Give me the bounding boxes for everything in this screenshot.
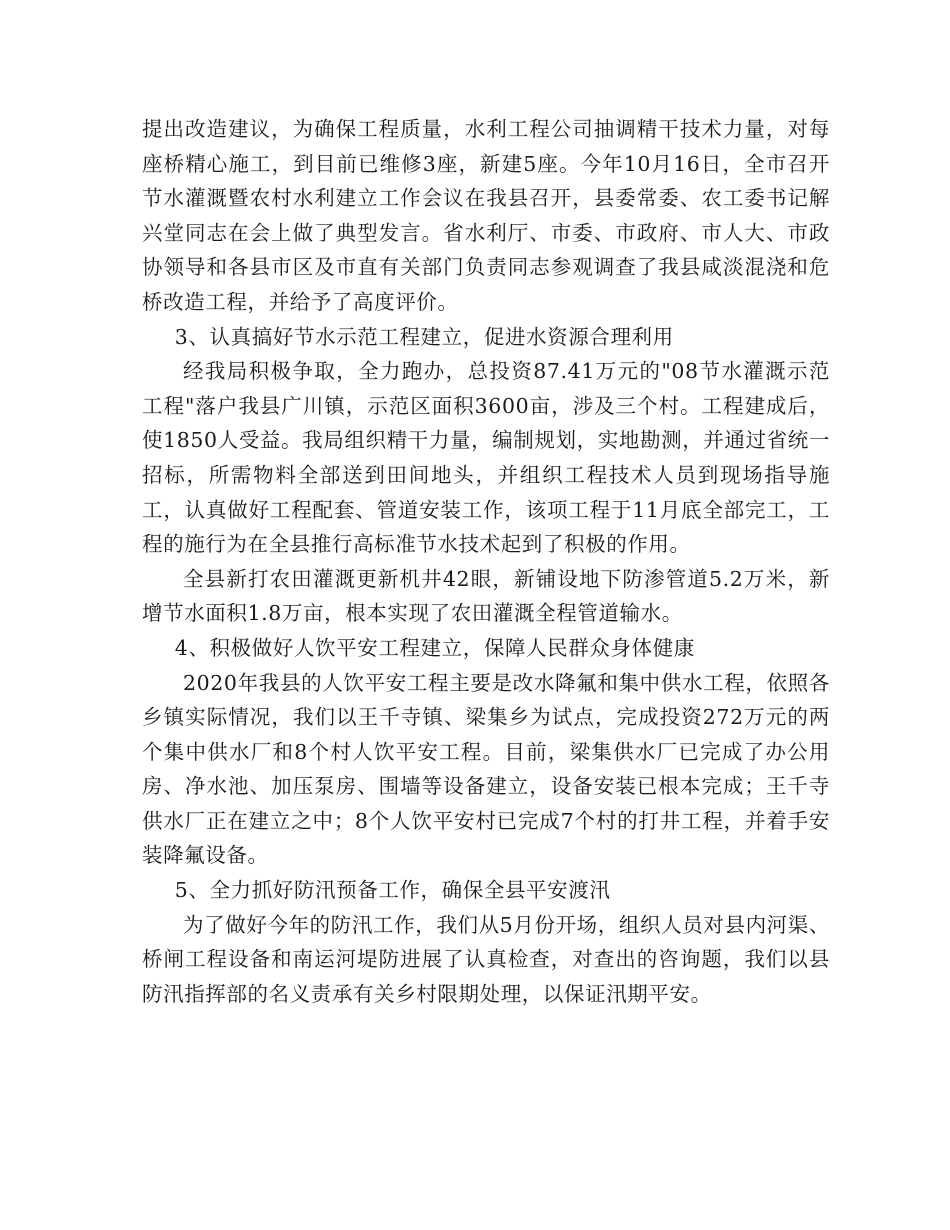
paragraph-flood-prevention: 为了做好今年的防汛工作，我们从5月份开场，组织人员对县内河渠、桥闸工程设备和南运河堤防进展了认真检查，对查出的咨询题，我们以县防汛指挥部的名义责承有关乡村限期处理，以保证汛期平安。	[142, 912, 830, 1006]
document-body	[142, 112, 830, 1011]
paragraph-water-saving-demo: 经我局积极争取，全力跑办，总投资87.41万元的"08节水灌溉示范工程"落户我县广川镇，示范区面积3600亩，涉及三个村。工程建成后，使1850人受益。我局组织精干力量，编制规划，实地勘测，并通过省统一招标，所需物料全部送到田间地头，并组织工程技术人员到现场指导施工，认真做好工程配套、管道安装工作，该项工程于11月底全部完工，工程的施行为在全县推行高标准节水技术起到了积极的作用。	[142, 359, 830, 557]
section-heading-4: 4、积极做好人饮平安工程建立，保障人民群众身体健康	[174, 635, 695, 660]
section-heading-5: 5、全力抓好防汛预备工作，确保全县平安渡汛	[174, 878, 611, 903]
paragraph-drinking-water: 2020年我县的人饮平安工程主要是改水降氟和集中供水工程，依照各乡镇实际情况，我们以王千寺镇、梁集乡为试点，完成投资272万元的两个集中供水厂和8个村人饮平安工程。目前，梁集供水厂已完成了办公用房、净水池、加压泵房、围墙等设备建立，设备安装已根本完成；王千寺供水厂正在建立之中；8个人饮平安村已完成7个村的打井工程，并着手安装降氟设备。	[142, 670, 830, 868]
section-heading-3: 3、认真搞好节水示范工程建立，促进水资源合理利用	[174, 324, 674, 349]
paragraph-bridge-repair: 提出改造建议，为确保工程质量，水利工程公司抽调精干技术力量，对每座桥精心施工，到目前已维修3座，新建5座。今年10月16日，全市召开节水灌溉暨农村水利建立工作会议在我县召开，县委常委、农工委书记解兴堂同志在会上做了典型发言。省水利厅、市委、市政府、市人大、市政协领导和各县市区及市直有关部门负责同志参观调查了我县咸淡混浇和危桥改造工程，并给予了高度评价。	[142, 117, 830, 314]
paragraph-wells-pipes: 全县新打农田灌溉更新机井42眼，新铺设地下防渗管道5.2万米，新增节水面积1.8万亩，根本实现了农田灌溉全程管道输水。	[142, 566, 830, 626]
